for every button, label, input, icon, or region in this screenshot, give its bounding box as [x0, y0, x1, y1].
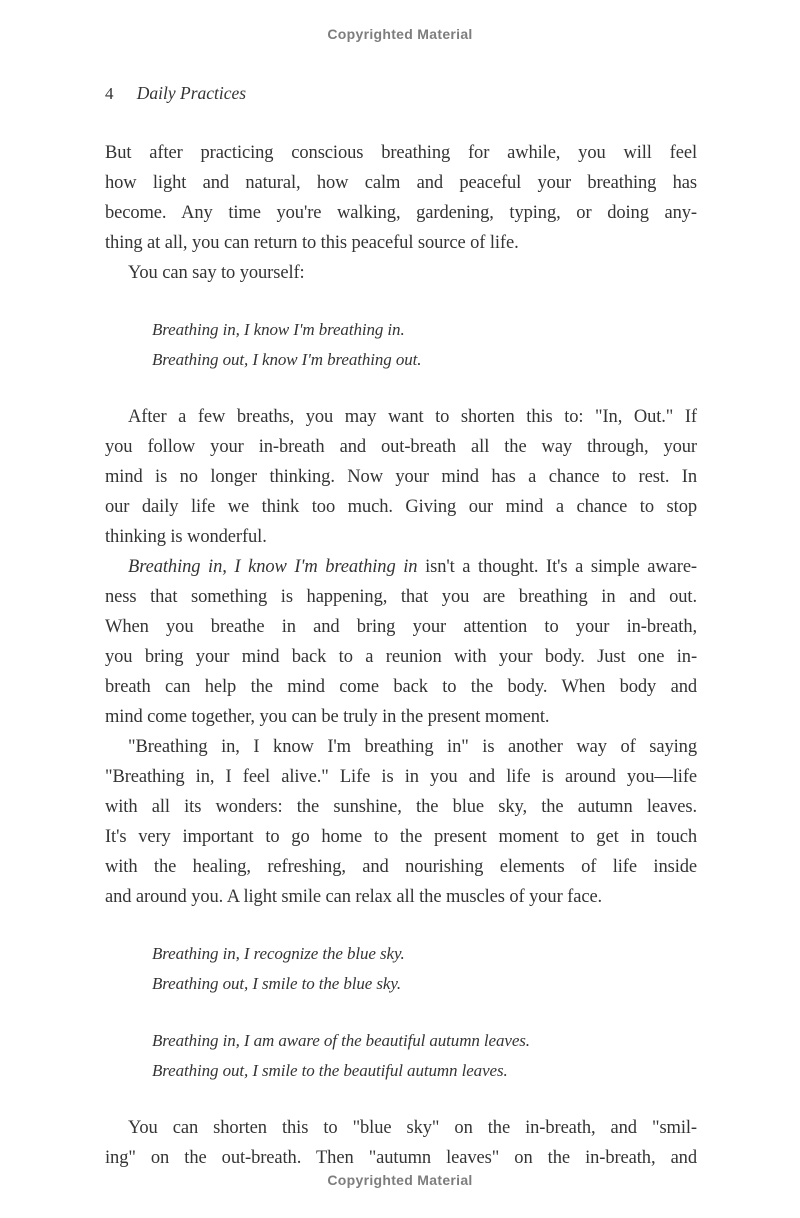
text-segment: When you breathe in and bring your attention to your in-breath,: [105, 617, 697, 637]
text-segment: breath can help the mind come back to the body. When body and: [105, 677, 697, 697]
verse-line: [152, 1026, 697, 1056]
page-body: [105, 138, 697, 1173]
copyright-notice-top: Copyrighted Material: [327, 26, 473, 42]
copyright-notice-bottom: Copyrighted Material: [327, 1172, 473, 1188]
text-segment: mind come together, you can be truly in the present moment.: [105, 707, 550, 727]
text-segment: You can shorten this to "blue sky" on the in-breath, and "smil-: [128, 1118, 697, 1138]
verse-line: [152, 969, 697, 999]
text-segment: But after practicing conscious breathing for awhile, you will feel: [105, 143, 697, 163]
paragraph: [105, 1113, 697, 1173]
text-line: [105, 552, 697, 582]
text-segment: After a few breaths, you may want to shorten this to: "In, Out." If: [128, 407, 697, 427]
text-line: [105, 1113, 697, 1143]
text-line: [105, 168, 697, 198]
text-segment: you follow your in-breath and out-breath all the way through, your: [105, 437, 697, 457]
text-line: [105, 762, 697, 792]
text-line: [105, 492, 697, 522]
text-segment: ing" on the out-breath. Then "autumn leaves" on the in-breath, and: [105, 1148, 697, 1168]
text-segment: and around you. A light smile can relax all the muscles of your face.: [105, 887, 603, 907]
verse-line: [152, 315, 697, 345]
text-segment: ness that something is happening, that you are breathing in and out.: [105, 587, 697, 607]
paragraph: [105, 402, 697, 552]
text-segment: "Breathing in, I know I'm breathing in" is another way of saying: [128, 737, 697, 757]
paragraph: [105, 552, 697, 732]
page-number: 4: [105, 84, 114, 103]
text-segment: with all its wonders: the sunshine, the blue sky, the autumn leaves.: [105, 797, 697, 817]
text-segment: with the healing, refreshing, and nourishing elements of life inside: [105, 857, 697, 877]
text-segment: It's very important to go home to the present moment to get in touch: [105, 827, 697, 847]
text-segment: Breathing out, I smile to the beautiful autumn leaves.: [152, 1061, 508, 1080]
text-segment: Breathing out, I smile to the blue sky.: [152, 974, 402, 993]
italic-text-segment: Breathing in, I know I'm breathing in: [128, 557, 418, 577]
verse-block: [152, 1026, 697, 1086]
text-segment: thinking is wonderful.: [105, 527, 267, 547]
section-title: Daily Practices: [136, 83, 247, 103]
text-segment: thing at all, you can return to this peaceful source of life.: [105, 233, 519, 253]
text-line: [105, 402, 697, 432]
text-line: [105, 852, 697, 882]
text-line: [105, 612, 697, 642]
paragraph: [105, 732, 697, 912]
text-line: [105, 228, 697, 258]
text-segment: mind is no longer thinking. Now your mind has a chance to rest. In: [105, 467, 697, 487]
paragraph: [105, 258, 697, 288]
text-line: [105, 732, 697, 762]
verse-block: [152, 939, 697, 999]
text-segment: isn't a thought. It's a simple aware-: [417, 557, 697, 577]
text-segment: become. Any time you're walking, gardening, typing, or doing any-: [105, 203, 697, 223]
running-header: [105, 83, 246, 104]
text-line: [105, 642, 697, 672]
text-segment: our daily life we think too much. Giving our mind a chance to stop: [105, 497, 697, 517]
text-line: [105, 822, 697, 852]
verse-line: [152, 1056, 697, 1086]
verse-line: [152, 939, 697, 969]
text-line: [105, 702, 697, 732]
text-line: [105, 582, 697, 612]
text-line: [105, 672, 697, 702]
text-segment: you bring your mind back to a reunion with your body. Just one in-: [105, 647, 697, 667]
text-line: [105, 792, 697, 822]
text-line: [105, 462, 697, 492]
text-line: [105, 258, 697, 288]
text-line: [105, 882, 697, 912]
text-segment: "Breathing in, I feel alive." Life is in you and life is around you—life: [105, 767, 697, 787]
text-segment: Breathing out, I know I'm breathing out.: [152, 350, 422, 369]
verse-line: [152, 345, 697, 375]
text-line: [105, 522, 697, 552]
text-segment: how light and natural, how calm and peaceful your breathing has: [105, 173, 697, 193]
text-segment: Breathing in, I am aware of the beautiful autumn leaves.: [152, 1031, 530, 1050]
text-segment: You can say to yourself:: [128, 263, 305, 283]
text-segment: Breathing in, I recognize the blue sky.: [152, 944, 405, 963]
verse-block: [152, 315, 697, 375]
text-line: [105, 138, 697, 168]
paragraph: [105, 138, 697, 258]
text-line: [105, 1143, 697, 1173]
text-line: [105, 198, 697, 228]
text-segment: Breathing in, I know I'm breathing in.: [152, 320, 405, 339]
text-line: [105, 432, 697, 462]
